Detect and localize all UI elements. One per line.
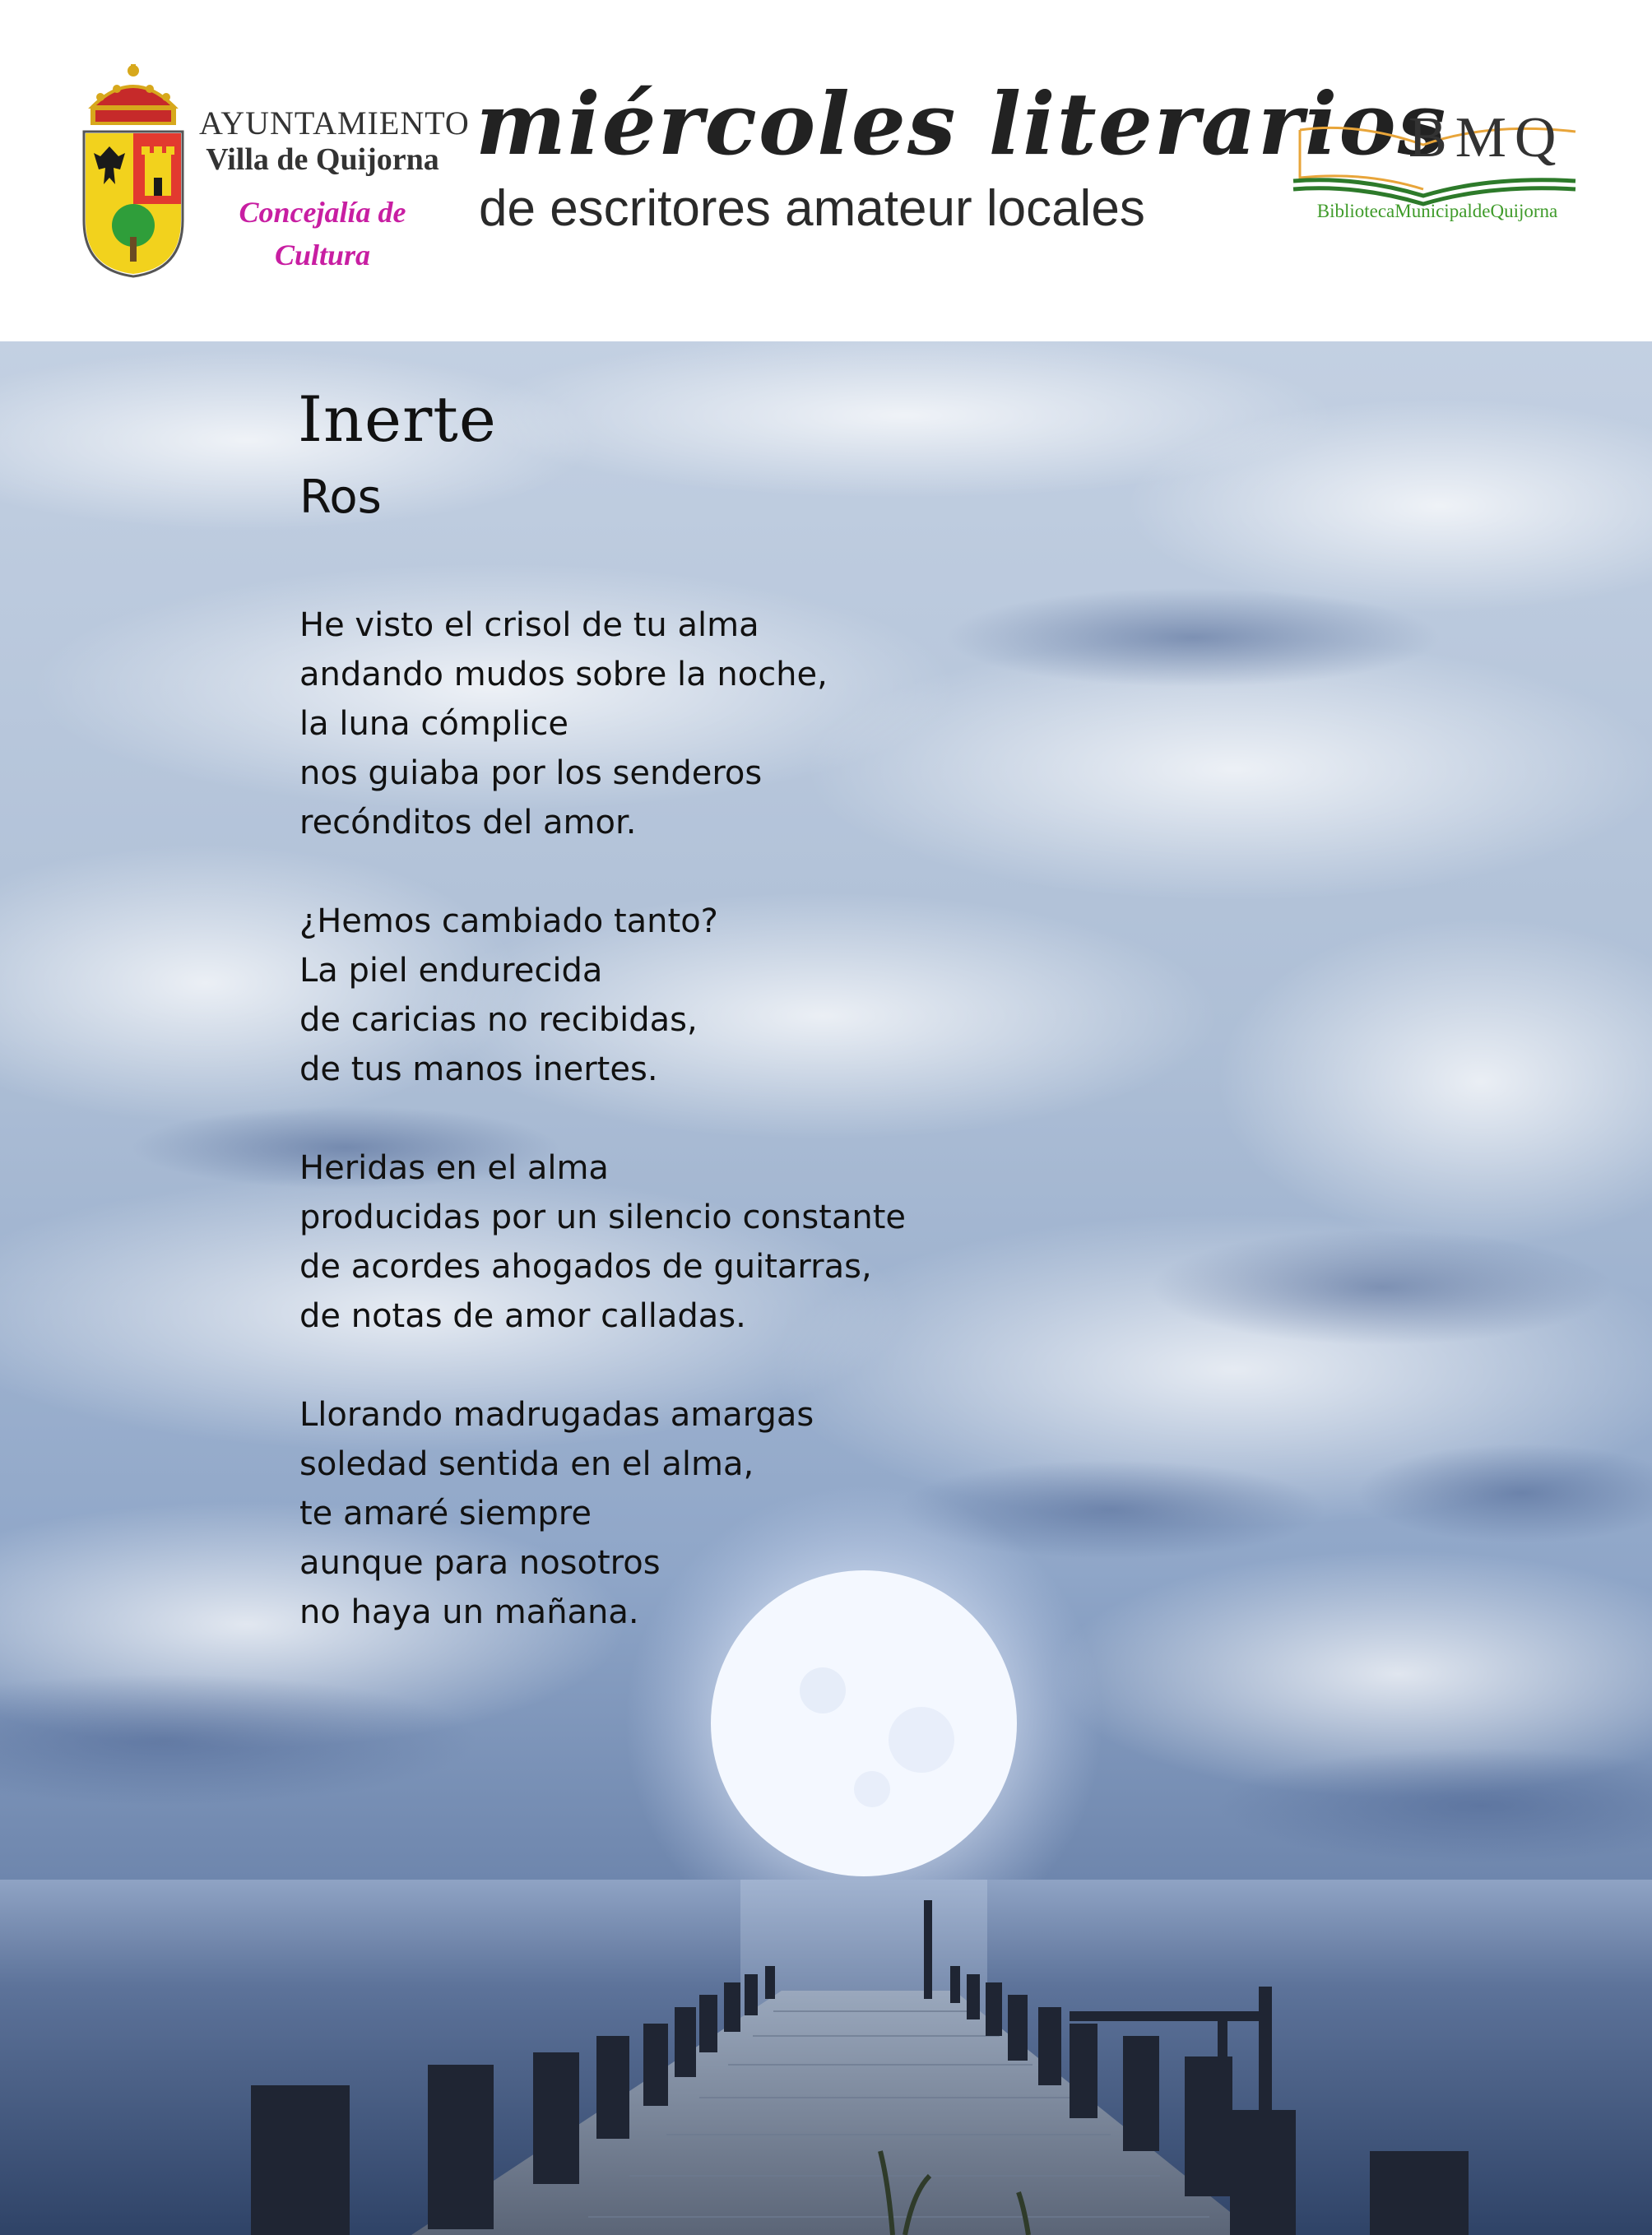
poem-verse: la luna cómplice [299, 705, 569, 743]
poem-verse: aunque para nosotros [299, 1544, 661, 1582]
poem-verse: Llorando madrugadas amargas [299, 1396, 814, 1434]
coat-of-arms-icon [76, 64, 191, 280]
poem-verse: de acordes ahogados de guitarras, [299, 1248, 872, 1286]
poem-verse: andando mudos sobre la noche, [299, 656, 828, 693]
poem-verse: recónditos del amor. [299, 804, 637, 842]
organization-name [199, 104, 470, 178]
department-line1: Concejalía de [239, 196, 406, 229]
poem-verse: de tus manos inertes. [299, 1050, 658, 1088]
poem-author: Ros [299, 471, 382, 524]
poem-stanza [299, 897, 1287, 1094]
organization-line2: Villa de Quijorna [206, 142, 439, 177]
library-name: BibliotecaMunicipaldeQuijorna [1316, 201, 1558, 221]
poem-verse: te amaré siempre [299, 1495, 592, 1533]
poem-stanza [299, 600, 1287, 847]
poem-verse: de caricias no recibidas, [299, 1001, 698, 1039]
poem-verse: ¿Hemos cambiado tanto? [299, 902, 718, 940]
poem-verse: nos guiaba por los senderos [299, 754, 763, 792]
poem-verse: Heridas en el alma [299, 1149, 609, 1187]
department-line2: Cultura [274, 239, 371, 271]
organization-line1: AYUNTAMIENTO [199, 104, 470, 141]
poem-verse: no haya un mañana. [299, 1593, 639, 1631]
poem-body [299, 600, 1287, 1686]
header-banner [0, 0, 1652, 341]
series-title: miércoles literarios [476, 73, 1448, 174]
poem-verse: producidas por un silencio constante [299, 1199, 906, 1236]
department-name [216, 191, 429, 276]
library-abbreviation: BMQ [1408, 106, 1565, 169]
poem-verse: de notas de amor calladas. [299, 1297, 746, 1335]
poem-verse: He visto el crisol de tu alma [299, 606, 759, 644]
poem-verse: soledad sentida en el alma, [299, 1445, 754, 1483]
poem-stanza [299, 1390, 1287, 1637]
poem-verse: La piel endurecida [299, 952, 603, 990]
poem-title: Inerte [298, 383, 497, 456]
series-subtitle: de escritores amateur locales [479, 180, 1145, 237]
poem-stanza [299, 1143, 1287, 1341]
